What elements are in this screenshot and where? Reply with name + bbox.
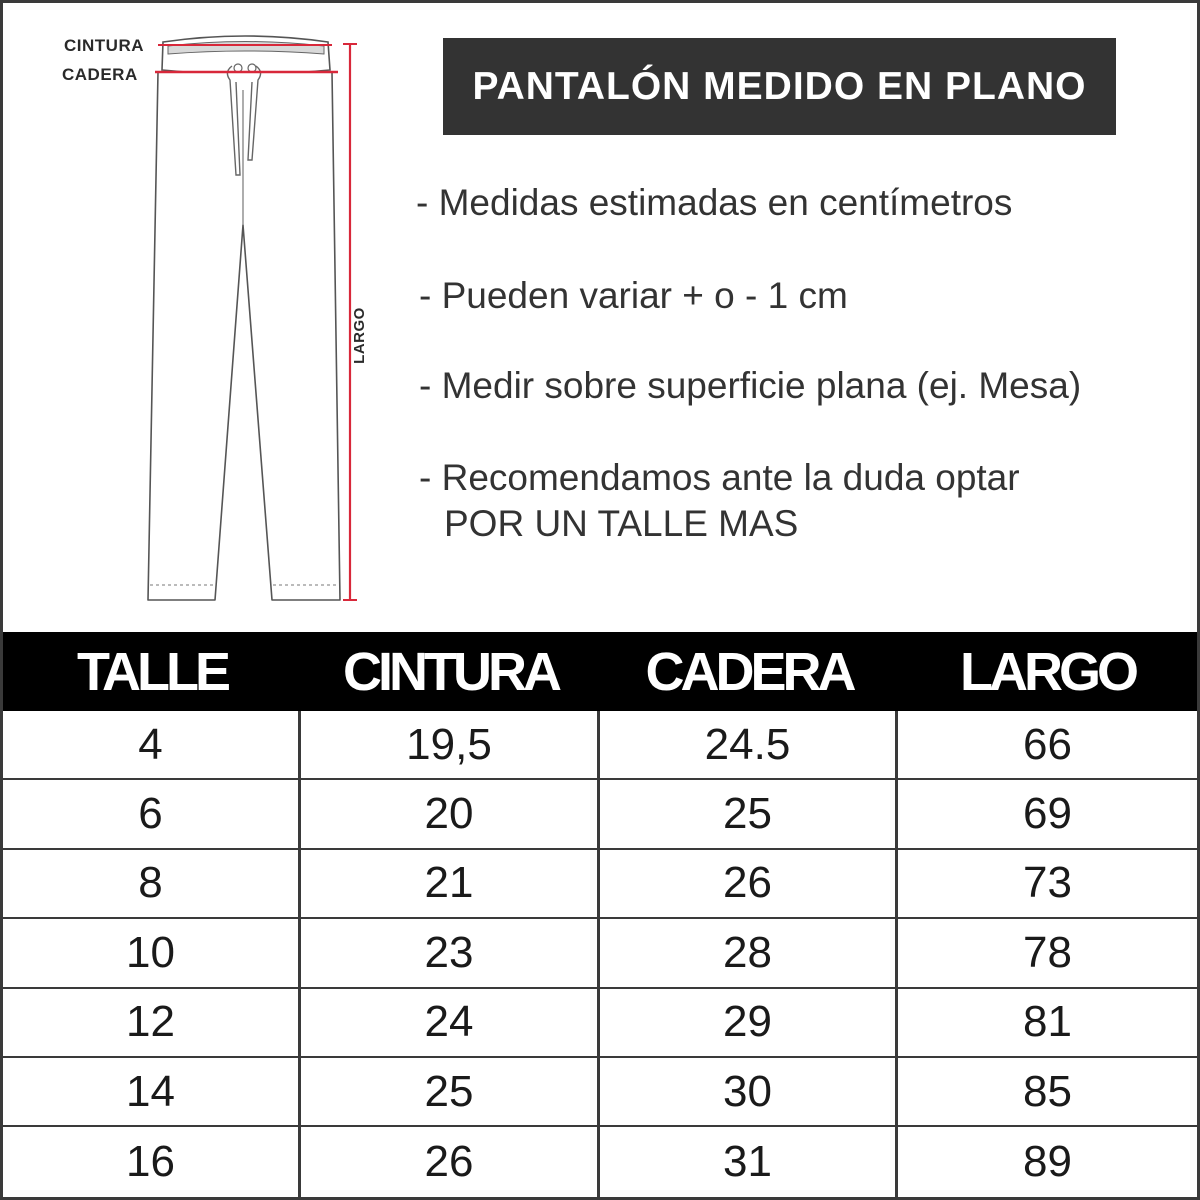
table-cell: 73 xyxy=(898,850,1197,919)
column-header-cintura: CINTURA xyxy=(343,641,558,702)
table-cell: 81 xyxy=(898,989,1197,1058)
note-units: - Medidas estimadas en centímetros xyxy=(416,182,1013,223)
table-cell: 6 xyxy=(3,780,301,849)
note-tolerance: - Pueden variar + o - 1 cm xyxy=(419,275,848,316)
table-cell: 29 xyxy=(600,989,898,1058)
note-flat-surface: - Medir sobre superficie plana (ej. Mesa) xyxy=(419,365,1082,406)
size-table xyxy=(3,632,1197,1197)
table-cell: 14 xyxy=(3,1058,301,1127)
label-cadera: CADERA xyxy=(62,65,138,84)
table-cell: 30 xyxy=(600,1058,898,1127)
table-cell: 31 xyxy=(600,1127,898,1196)
column-header-largo: LARGO xyxy=(960,641,1135,702)
table-cell: 26 xyxy=(301,1127,600,1196)
table-cell: 19,5 xyxy=(301,711,600,780)
table-header xyxy=(3,632,1197,711)
table-cell: 28 xyxy=(600,919,898,988)
table-cell: 20 xyxy=(301,780,600,849)
note-recommendation: - Recomendamos ante la duda optar xyxy=(419,457,1020,498)
table-cell: 4 xyxy=(3,711,301,780)
table-cell: 8 xyxy=(3,850,301,919)
pants-diagram xyxy=(0,0,420,632)
table-cell: 23 xyxy=(301,919,600,988)
table-cell: 10 xyxy=(3,919,301,988)
table-cell: 21 xyxy=(301,850,600,919)
table-cell: 69 xyxy=(898,780,1197,849)
table-cell: 66 xyxy=(898,711,1197,780)
table-cell: 24 xyxy=(301,989,600,1058)
note-recommendation-line2: POR UN TALLE MAS xyxy=(444,503,799,544)
table-cell: 26 xyxy=(600,850,898,919)
column-header-cadera: CADERA xyxy=(645,641,853,702)
table-cell: 25 xyxy=(600,780,898,849)
page-title: PANTALÓN MEDIDO EN PLANO xyxy=(443,38,1116,135)
column-header-talle: TALLE xyxy=(77,641,227,702)
label-largo: LARGO xyxy=(350,307,368,364)
table-cell: 89 xyxy=(1023,1137,1072,1187)
table-cell: 24.5 xyxy=(600,711,898,780)
table-cell: 78 xyxy=(898,919,1197,988)
table-body xyxy=(3,711,1197,1197)
table-cell: 25 xyxy=(301,1058,600,1127)
label-cintura: CINTURA xyxy=(64,36,144,55)
table-cell: 85 xyxy=(898,1058,1197,1127)
table-cell: 16 xyxy=(3,1127,301,1196)
table-cell: 12 xyxy=(3,989,301,1058)
